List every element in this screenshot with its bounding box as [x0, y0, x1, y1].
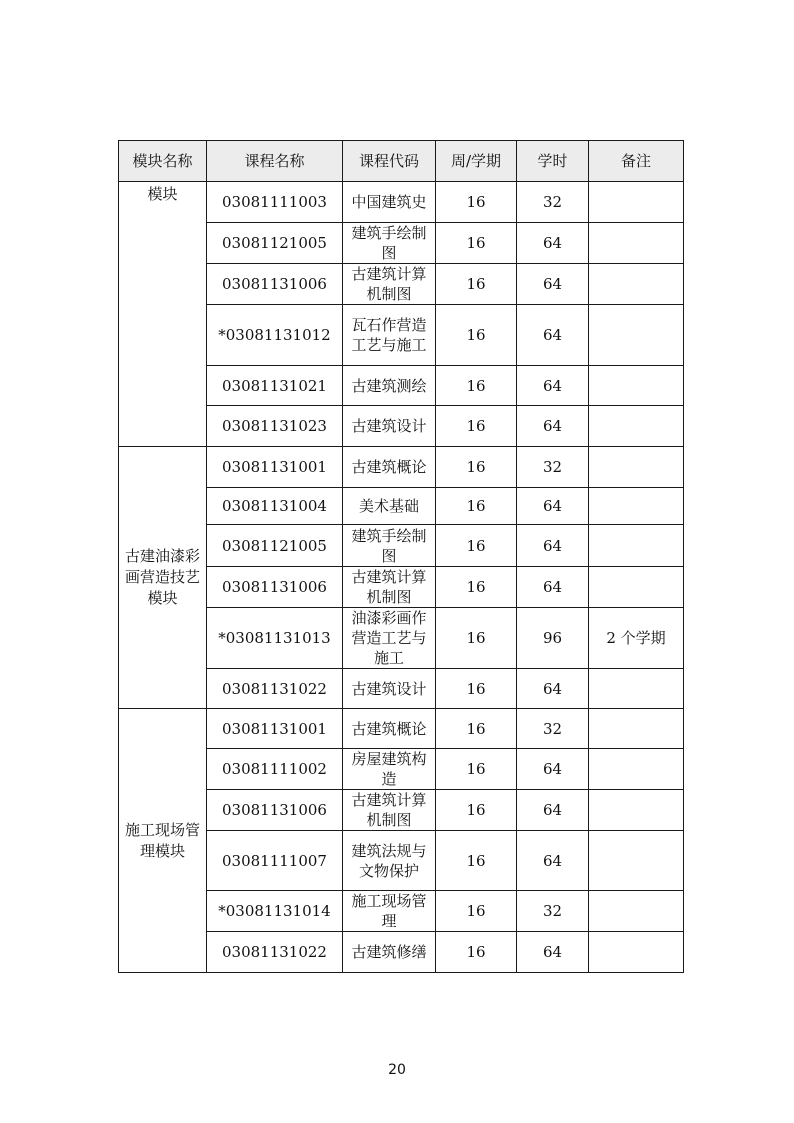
course-code-cell: 03081131021 [207, 366, 343, 406]
note-cell [589, 669, 684, 709]
header-row [119, 141, 684, 182]
table-row [119, 709, 684, 749]
course-code-cell: *03081131014 [207, 891, 343, 932]
weeks-cell: 16 [436, 447, 517, 488]
course-name-cell: 古建筑计算机制图 [343, 567, 436, 608]
note-cell [589, 447, 684, 488]
course-code-cell: 03081131022 [207, 932, 343, 973]
weeks-cell: 16 [436, 223, 517, 264]
table-row [119, 182, 684, 223]
hours-cell: 64 [517, 669, 589, 709]
hours-cell: 32 [517, 891, 589, 932]
header-note: 备注 [589, 141, 684, 182]
weeks-cell: 16 [436, 182, 517, 223]
course-name-cell: 瓦石作营造工艺与施工 [343, 305, 436, 366]
hours-cell: 64 [517, 223, 589, 264]
header-weeks: 周/学期 [436, 141, 517, 182]
course-code-cell: 03081111002 [207, 749, 343, 790]
hours-cell: 64 [517, 932, 589, 973]
note-cell [589, 891, 684, 932]
module-name-cell: 模块 [119, 182, 207, 447]
course-code-cell: 03081131001 [207, 447, 343, 488]
course-code-cell: *03081131012 [207, 305, 343, 366]
weeks-cell: 16 [436, 305, 517, 366]
note-cell [589, 932, 684, 973]
header-course-code: 课程代码 [343, 141, 436, 182]
course-name-cell: 美术基础 [343, 488, 436, 525]
header-hours: 学时 [517, 141, 589, 182]
note-cell [589, 366, 684, 406]
course-code-cell: 03081121005 [207, 223, 343, 264]
note-cell [589, 790, 684, 831]
course-code-cell: 03081131006 [207, 790, 343, 831]
header-course-name: 课程名称 [207, 141, 343, 182]
hours-cell: 64 [517, 264, 589, 305]
hours-cell: 32 [517, 447, 589, 488]
note-cell [589, 749, 684, 790]
course-code-cell: 03081121005 [207, 525, 343, 567]
course-name-cell: 建筑手绘制图 [343, 525, 436, 567]
hours-cell: 96 [517, 608, 589, 669]
course-name-cell: 古建筑测绘 [343, 366, 436, 406]
weeks-cell: 16 [436, 709, 517, 749]
course-code-cell: 03081131023 [207, 406, 343, 447]
weeks-cell: 16 [436, 831, 517, 891]
course-name-cell: 古建筑修缮 [343, 932, 436, 973]
table-row [119, 447, 684, 488]
note-cell [589, 264, 684, 305]
note-cell [589, 305, 684, 366]
hours-cell: 64 [517, 567, 589, 608]
hours-cell: 64 [517, 305, 589, 366]
course-name-cell: 古建筑设计 [343, 669, 436, 709]
weeks-cell: 16 [436, 366, 517, 406]
hours-cell: 32 [517, 709, 589, 749]
course-code-cell: 03081111007 [207, 831, 343, 891]
hours-cell: 64 [517, 831, 589, 891]
note-cell [589, 488, 684, 525]
hours-cell: 64 [517, 406, 589, 447]
note-cell [589, 182, 684, 223]
course-name-cell: 建筑法规与文物保护 [343, 831, 436, 891]
weeks-cell: 16 [436, 749, 517, 790]
course-name-cell: 油漆彩画作营造工艺与施工 [343, 608, 436, 669]
course-name-cell: 施工现场管理 [343, 891, 436, 932]
course-code-cell: 03081131006 [207, 567, 343, 608]
hours-cell: 32 [517, 182, 589, 223]
weeks-cell: 16 [436, 790, 517, 831]
note-cell [589, 525, 684, 567]
course-name-cell: 房屋建筑构造 [343, 749, 436, 790]
course-code-cell: *03081131013 [207, 608, 343, 669]
module-name-cell: 古建油漆彩画营造技艺模块 [119, 447, 207, 709]
hours-cell: 64 [517, 525, 589, 567]
course-code-cell: 03081111003 [207, 182, 343, 223]
note-cell [589, 709, 684, 749]
hours-cell: 64 [517, 488, 589, 525]
course-name-cell: 建筑手绘制图 [343, 223, 436, 264]
note-cell [589, 831, 684, 891]
note-cell: 2 个学期 [589, 608, 684, 669]
course-table [118, 140, 684, 973]
weeks-cell: 16 [436, 264, 517, 305]
hours-cell: 64 [517, 749, 589, 790]
weeks-cell: 16 [436, 525, 517, 567]
weeks-cell: 16 [436, 891, 517, 932]
course-code-cell: 03081131004 [207, 488, 343, 525]
course-name-cell: 古建筑计算机制图 [343, 790, 436, 831]
note-cell [589, 567, 684, 608]
note-cell [589, 223, 684, 264]
module-name-cell: 施工现场管理模块 [119, 709, 207, 973]
note-cell [589, 406, 684, 447]
weeks-cell: 16 [436, 608, 517, 669]
hours-cell: 64 [517, 790, 589, 831]
weeks-cell: 16 [436, 488, 517, 525]
page-number: 20 [388, 1062, 406, 1078]
weeks-cell: 16 [436, 932, 517, 973]
table-body [119, 182, 684, 973]
course-name-cell: 古建筑计算机制图 [343, 264, 436, 305]
weeks-cell: 16 [436, 567, 517, 608]
course-code-cell: 03081131001 [207, 709, 343, 749]
course-name-cell: 中国建筑史 [343, 182, 436, 223]
weeks-cell: 16 [436, 669, 517, 709]
course-name-cell: 古建筑设计 [343, 406, 436, 447]
course-name-cell: 古建筑概论 [343, 447, 436, 488]
hours-cell: 64 [517, 366, 589, 406]
weeks-cell: 16 [436, 406, 517, 447]
course-code-cell: 03081131022 [207, 669, 343, 709]
header-module: 模块名称 [119, 141, 207, 182]
course-code-cell: 03081131006 [207, 264, 343, 305]
course-name-cell: 古建筑概论 [343, 709, 436, 749]
